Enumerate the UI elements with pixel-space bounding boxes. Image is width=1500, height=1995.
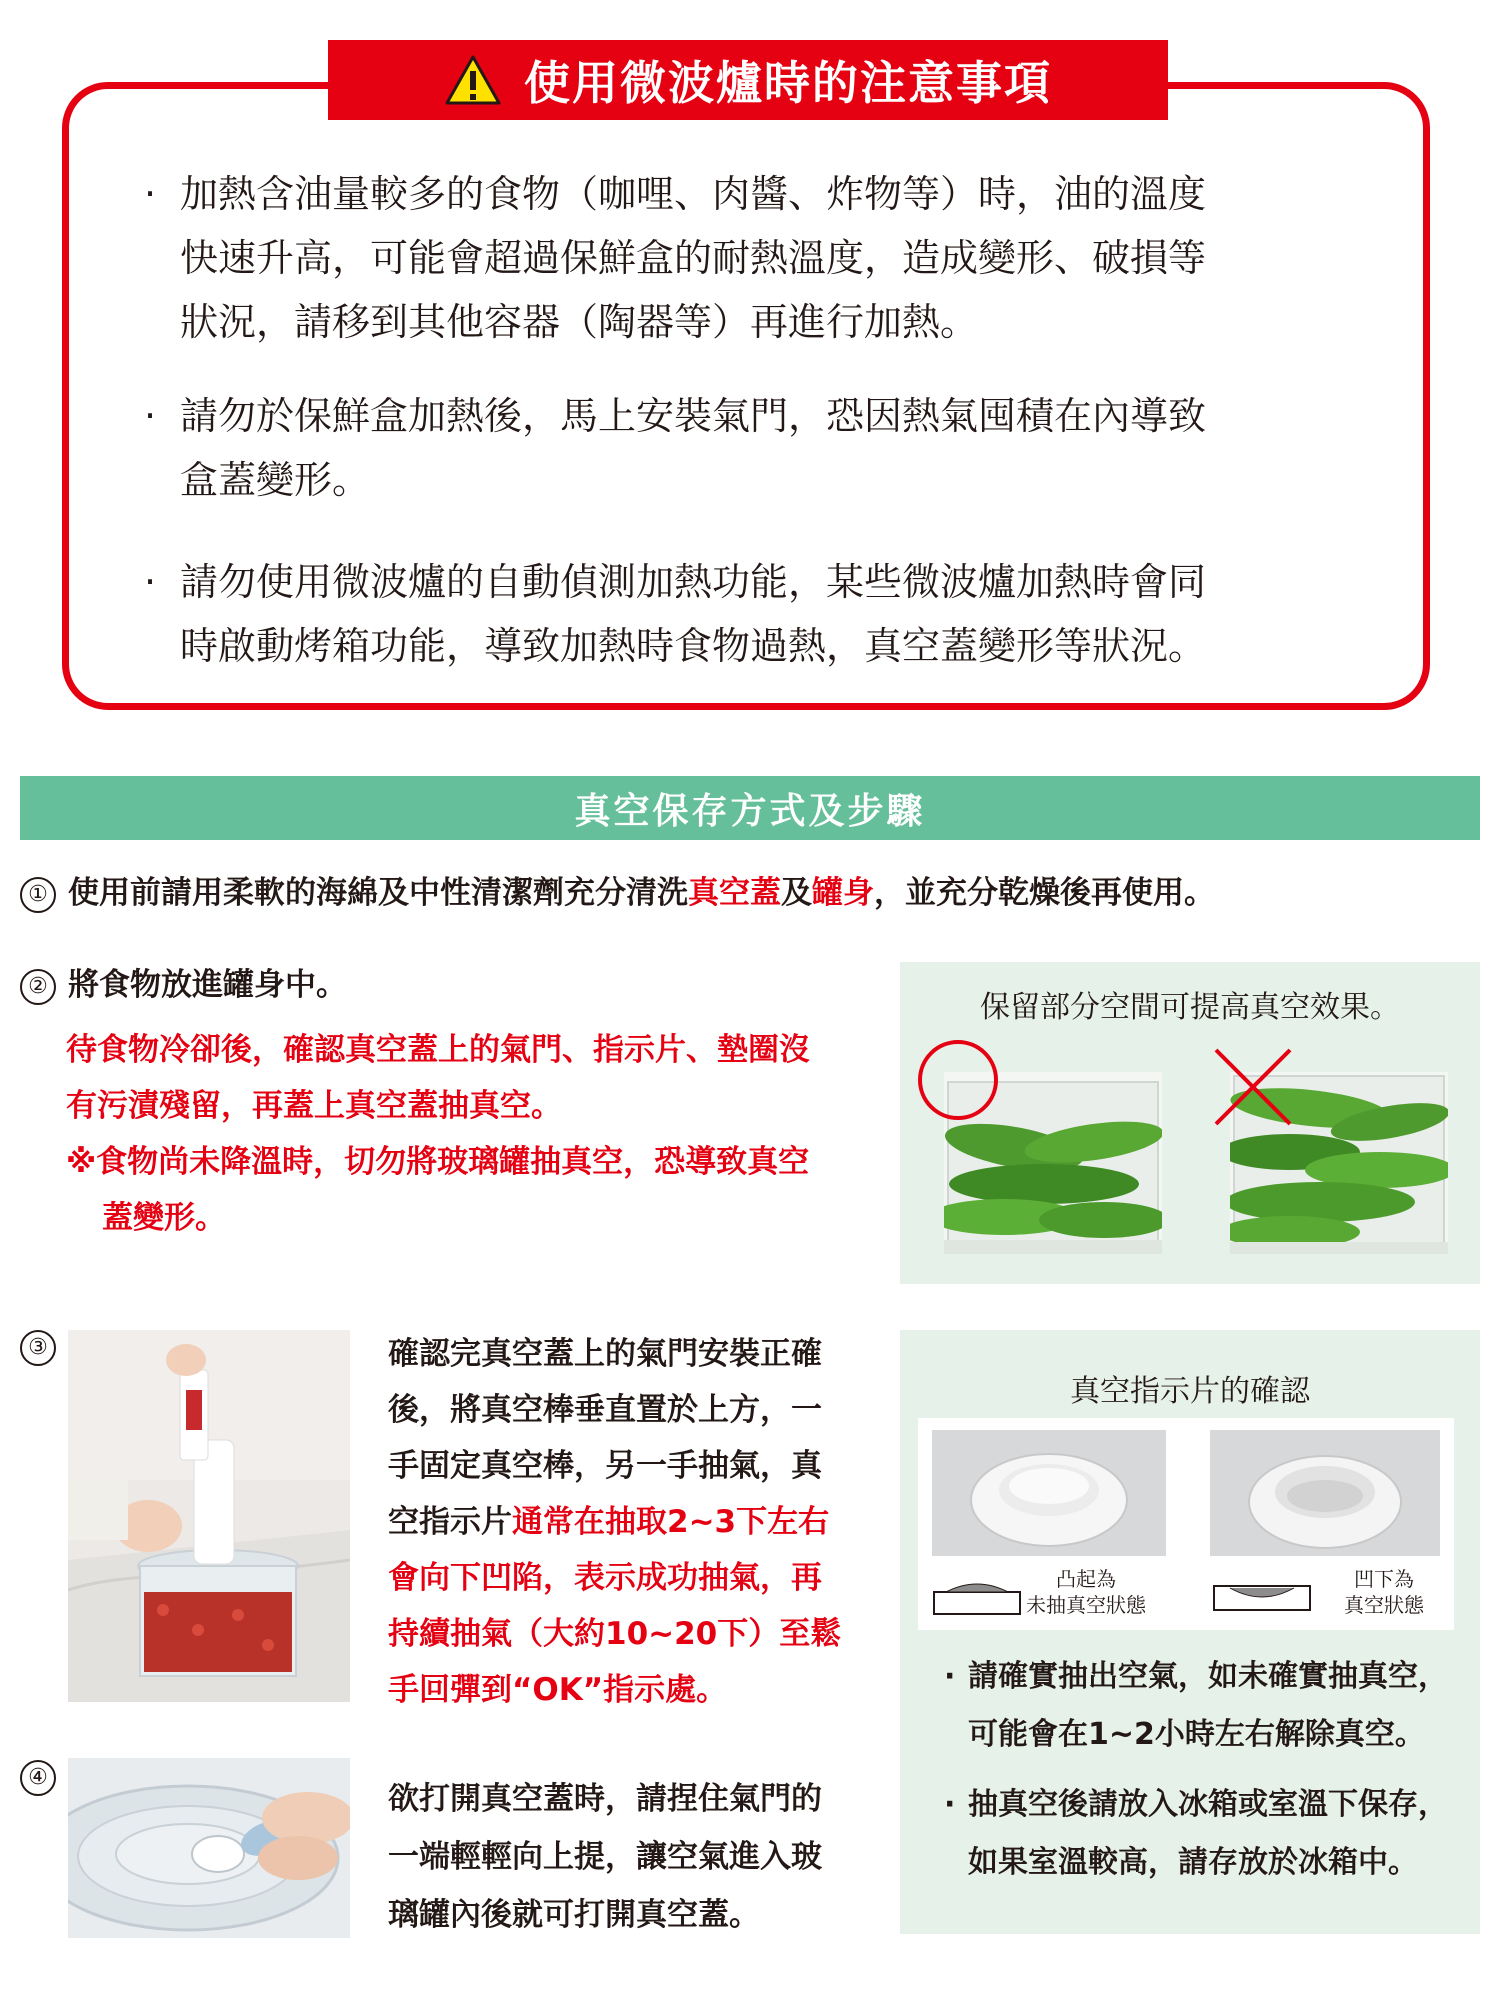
step-text: ，並充分乾燥後再使用。 [874,875,1215,911]
open-lid-photo [68,1758,350,1938]
step-line: 欲打開真空蓋時，請捏住氣門的 [388,1781,822,1817]
step-note-line: 蓋變形。 [102,1200,226,1236]
note-line: 時啟動烤箱功能，導致加熱時食物過熱，真空蓋變形等狀況。 [180,624,1207,668]
warning-triangle-icon [444,54,502,106]
bullet-dot: · [944,1659,956,1694]
highlight-text: 真空蓋 [688,875,781,911]
step-line: 璃罐內後就可打開真空蓋。 [388,1897,760,1933]
step-red-line: 手回彈到“OK”指示處。 [388,1672,728,1708]
note-line: 快速升高，可能會超過保鮮盒的耐熱溫度，造成變形、破損等 [180,236,1207,280]
label-line: 凹下為 [1354,1567,1414,1591]
panel-title: 真空指示片的確認 [1070,1374,1310,1409]
step-line: 確認完真空蓋上的氣門安裝正確 [388,1336,822,1372]
step-red-line: 持續抽氣（大約10~20下）至鬆 [388,1616,842,1652]
bullet-dot: · [144,394,157,438]
bullet-dot: · [144,172,157,216]
hand-pump-illustration [68,1330,350,1702]
step-3-text [388,1326,908,1718]
step-line: 手固定真空棒，另一手抽氣，真 [388,1448,822,1484]
lid-opening-illustration [68,1758,350,1938]
bullet-dot: · [944,1787,956,1822]
step-4-number-wrap [20,1760,68,1796]
step-2 [20,960,880,1246]
label-line: 未抽真空狀態 [1026,1593,1146,1617]
warning-note-1 [144,162,1350,354]
highlight-text: 罐身 [812,875,874,911]
step-red-line: 通常在抽取2~3下左右 [512,1504,830,1540]
step-4-text [388,1770,908,1944]
indicator-sunken-image [1210,1430,1440,1556]
indicator-panel [900,1330,1480,1934]
step-line: 一端輕輕向上提，讓空氣進入玻 [388,1839,822,1875]
section-header [20,776,1480,840]
step-3-number-wrap [20,1330,68,1366]
warning-note-3 [144,550,1350,678]
note-line: 請勿於保鮮盒加熱後，馬上安裝氣門，恐因熱氣囤積在內導致 [180,394,1207,438]
label-line: 凸起為 [1056,1567,1116,1591]
step-red-line: 待食物冷卻後，確認真空蓋上的氣門、指示片、墊圈沒 [66,1032,810,1068]
step-red-line: 有污漬殘留，再蓋上真空蓋抽真空。 [66,1088,562,1124]
step-text: 及 [781,875,812,911]
note-line: 盒蓋變形。 [180,458,371,502]
step-text: 將食物放進罐身中。 [68,967,347,1003]
bullet-line: 可能會在1~2小時左右解除真空。 [968,1717,1425,1752]
warning-title-bar [328,40,1168,120]
step-line: 空指示片 [388,1504,512,1540]
note-line: 請勿使用微波爐的自動偵測加熱功能，某些微波爐加熱時會同 [180,560,1207,604]
sunken-diagram-icon [1212,1578,1312,1618]
step-text: 使用前請用柔軟的海綿及中性清潔劑充分清洗 [68,875,688,911]
indicator-raised-image [932,1430,1166,1556]
bullet-line: 請確實抽出空氣，如未確實抽真空， [968,1659,1448,1694]
step-line: 後，將真空棒垂直置於上方，一 [388,1392,822,1428]
warning-note-2 [144,384,1350,512]
indicator-image-frame [918,1418,1454,1630]
indicator-bullet-2 [944,1776,1464,1892]
indicator-bullet-1 [944,1648,1464,1764]
step-number: ③ [20,1330,56,1366]
space-tip-panel [900,962,1480,1284]
raised-label [1022,1566,1150,1618]
bullet-line: 抽真空後請放入冰箱或室溫下保存， [968,1787,1448,1822]
cross-ng-icon [1208,1042,1298,1132]
section-title: 真空保存方式及步驟 [574,790,926,832]
step-red-line: 會向下凹陷，表示成功抽氣，再 [388,1560,822,1596]
panel-caption: 保留部分空間可提高真空效果。 [980,990,1400,1025]
note-line: 狀況，請移到其他容器（陶器等）再進行加熱。 [180,300,979,344]
sunken-label [1318,1566,1450,1618]
bullet-line: 如果室溫較高，請存放於冰箱中。 [968,1845,1418,1880]
step-number: ① [20,877,56,913]
step-note-line: ※食物尚未降溫時，切勿將玻璃罐抽真空，恐導致真空 [66,1144,810,1180]
step-number: ② [20,969,56,1005]
step-number: ④ [20,1760,56,1796]
label-line: 真空狀態 [1344,1593,1424,1617]
warning-title: 使用微波爐時的注意事項 [524,56,1052,110]
note-line: 加熱含油量較多的食物（咖哩、肉醬、炸物等）時，油的溫度 [180,172,1207,216]
pumping-photo [68,1330,350,1702]
circle-ok-icon [914,1036,1002,1124]
bullet-dot: · [144,560,157,604]
step-1 [20,868,1480,918]
raised-diagram-icon [932,1578,1022,1618]
